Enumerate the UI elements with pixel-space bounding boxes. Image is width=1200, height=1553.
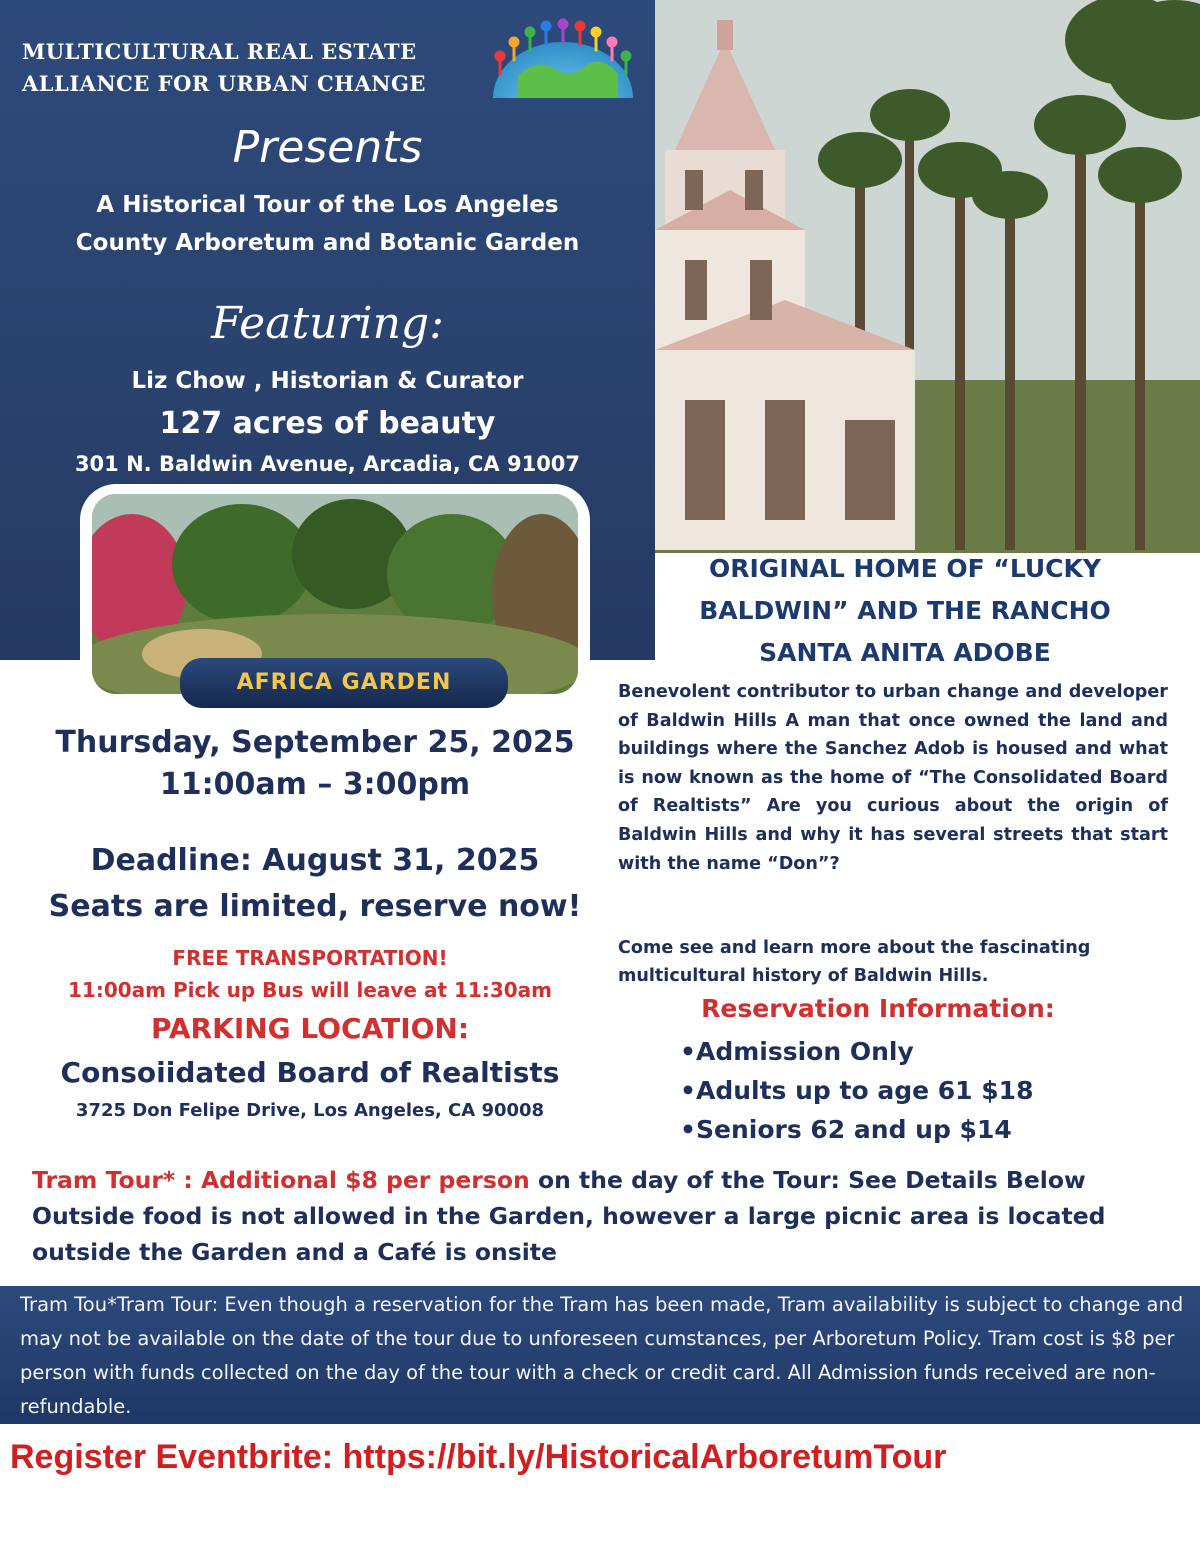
venue-address: 301 N. Baldwin Avenue, Arcadia, CA 91007	[74, 452, 581, 476]
list-item: • Adults up to age 61 $18	[680, 1071, 1180, 1110]
home-title-line3: SANTA ANITA ADOBE	[759, 638, 1051, 667]
transport-block	[20, 942, 600, 1006]
acres-tagline: 127 acres of beauty	[159, 406, 496, 441]
home-title-line1: ORIGINAL HOME OF “LUCKY	[709, 554, 1101, 583]
food-policy: Outside food is not allowed in the Garden, however a large picnic area is located outside the Garden and a Café is onsite	[32, 1202, 1106, 1266]
deadline-block	[30, 838, 600, 930]
parking-name: Consoiidated Board of Realtists	[60, 1056, 560, 1089]
reservation-title: Reservation Information:	[701, 994, 1055, 1023]
speaker-name: Liz Chow , Historian & Curator	[131, 368, 524, 394]
home-title	[655, 548, 1155, 674]
africa-garden-badge: AFRICA GARDEN	[180, 658, 508, 708]
register-link[interactable]: Register Eventbrite: https://bit.ly/HistoricalArboretumTour	[10, 1438, 947, 1476]
list-item: • Admission Only	[680, 1032, 1180, 1071]
event-date: Thursday, September 25, 2025	[55, 725, 575, 760]
tram-details: on the day of the Tour: See Details Below	[529, 1166, 1086, 1194]
org-name-line1: MULTICULTURAL REAL ESTATE	[22, 39, 417, 64]
event-time: 11:00am – 3:00pm	[159, 767, 471, 802]
free-transport: FREE TRANSPORTATION!	[172, 946, 448, 970]
come-see-text: Come see and learn more about the fascinating multicultural history of Baldwin Hills.	[618, 938, 1091, 986]
home-title-line2: BALDWIN” AND THE RANCHO	[699, 596, 1111, 625]
tour-title-line1: A Historical Tour of the Los Angeles	[96, 192, 559, 218]
globe-logo	[478, 16, 648, 98]
parking-address: 3725 Don Felipe Drive, Los Angeles, CA 90008	[75, 1100, 545, 1121]
pickup-time: 11:00am Pick up Bus will leave at 11:30am	[68, 978, 552, 1002]
event-datetime	[30, 722, 600, 806]
org-name-line2: ALLIANCE FOR URBAN CHANGE	[22, 71, 426, 96]
seats-limited: Seats are limited, reserve now!	[48, 889, 582, 924]
tour-title-line2: County Arboretum and Botanic Garden	[75, 230, 580, 256]
list-item: • Seniors 62 and up $14	[680, 1110, 1180, 1149]
featuring-script: Featuring:	[211, 298, 444, 349]
baldwin-bio: Benevolent contributor to urban change and developer of Baldwin Hills A man that once owned the land and buildings where the Sanchez Adob is housed and what is now known as the home of “The Consolidated Board of Realtists” Are you curious about the origin of Baldwin Hills and why it has several streets that start with the name “Don”?	[618, 682, 1168, 874]
deadline-date: Deadline: August 31, 2025	[90, 843, 540, 878]
reservation-list	[680, 1032, 1180, 1149]
tram-notice-text: Tram Tou*Tram Tour: Even though a reservation for the Tram has been made, Tram availability is subject to change and may not be available on the date of the tour due to unforeseen cumstances, per Arboretum Policy. Tram cost is $8 per person with funds collected on the day of the tour with a check or credit card. All Admission funds received are non-refundable.	[20, 1293, 1184, 1418]
baldwin-house-photo	[655, 0, 1200, 553]
presents-heading: Presents	[232, 122, 423, 173]
tram-info	[32, 1162, 1172, 1270]
tram-price: Tram Tour* : Additional $8 per person	[32, 1166, 530, 1194]
org-name	[22, 36, 462, 100]
parking-title: PARKING LOCATION:	[150, 1012, 470, 1045]
tour-title	[0, 186, 655, 262]
